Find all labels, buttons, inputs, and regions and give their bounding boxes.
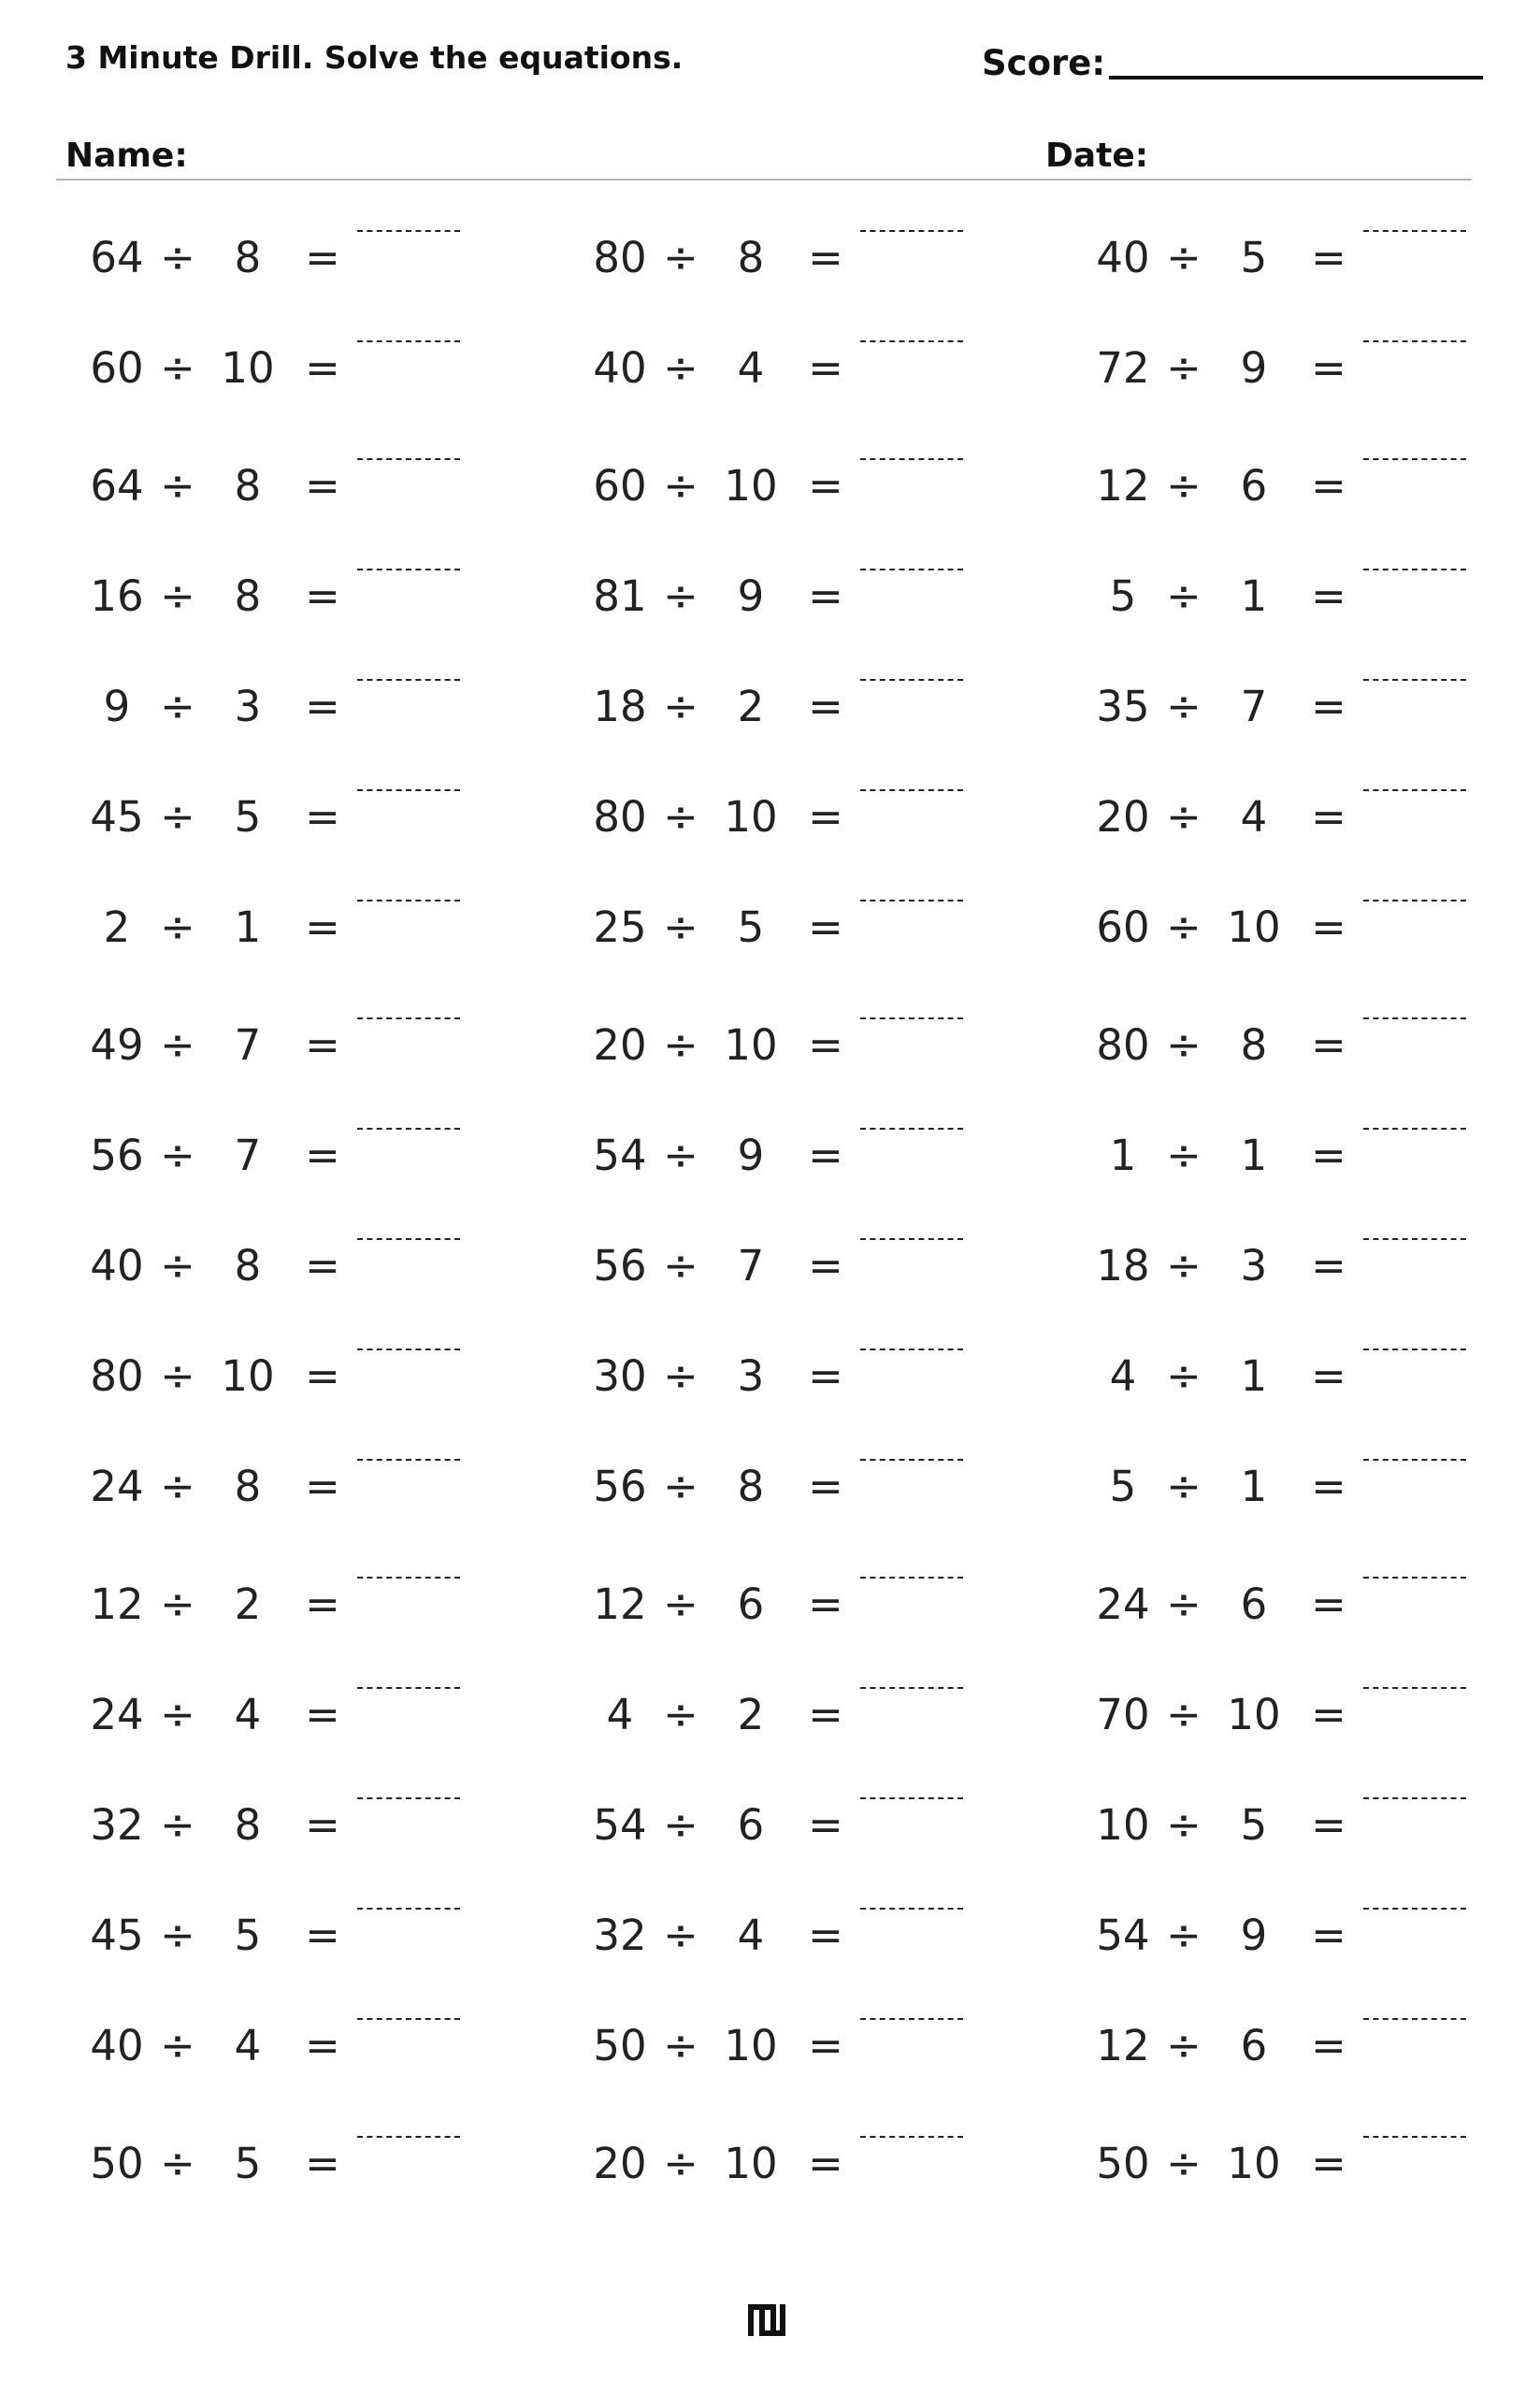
divisor: 10 (1227, 902, 1281, 952)
divisor: 8 (234, 233, 262, 282)
answer-blank[interactable] (1363, 458, 1466, 460)
equals-sign: = (808, 682, 843, 731)
equals-sign: = (1311, 1462, 1346, 1511)
equals-sign: = (1311, 2139, 1346, 2188)
divisor: 10 (724, 2139, 778, 2188)
dividend: 35 (1096, 682, 1150, 731)
answer-blank[interactable] (1363, 1459, 1466, 1461)
dividend: 40 (90, 2021, 144, 2070)
divisor: 9 (737, 571, 765, 621)
divisor: 5 (1240, 1800, 1268, 1850)
divisor: 8 (234, 461, 262, 511)
equals-sign: = (1311, 682, 1346, 731)
division-sign: ÷ (663, 571, 698, 621)
division-sign: ÷ (160, 461, 195, 511)
divisor: 2 (234, 1579, 262, 1629)
dividend: 40 (90, 1241, 144, 1291)
answer-blank[interactable] (357, 230, 460, 232)
division-sign: ÷ (663, 1131, 698, 1180)
divisor: 10 (1227, 2139, 1281, 2188)
dividend: 12 (593, 1579, 647, 1629)
division-sign: ÷ (160, 902, 195, 952)
equals-sign: = (808, 1462, 843, 1511)
dividend: 72 (1096, 343, 1150, 393)
equals-sign: = (305, 2021, 340, 2070)
dividend: 16 (90, 571, 144, 621)
division-sign: ÷ (1166, 461, 1202, 511)
division-sign: ÷ (663, 1690, 698, 1739)
equals-sign: = (808, 2021, 843, 2070)
division-sign: ÷ (1166, 1020, 1202, 1070)
division-sign: ÷ (663, 2021, 698, 2070)
division-sign: ÷ (663, 1579, 698, 1629)
equals-sign: = (808, 2139, 843, 2188)
divisor: 3 (737, 1351, 765, 1401)
dividend: 64 (90, 461, 144, 511)
answer-blank[interactable] (860, 679, 963, 681)
divisor: 4 (737, 343, 765, 393)
answer-blank[interactable] (1363, 569, 1466, 570)
dividend: 80 (593, 233, 647, 282)
equals-sign: = (1311, 343, 1346, 393)
divisor: 10 (1227, 1690, 1281, 1739)
dividend: 80 (593, 792, 647, 842)
dividend: 4 (1109, 1351, 1137, 1401)
answer-blank[interactable] (357, 1577, 460, 1579)
dividend: 45 (90, 792, 144, 842)
divisor: 7 (737, 1241, 765, 1291)
division-sign: ÷ (1166, 233, 1202, 282)
divisor: 1 (234, 902, 262, 952)
divisor: 8 (234, 1462, 262, 1511)
divisor: 1 (1240, 1462, 1268, 1511)
score-field (982, 43, 1483, 83)
divisor: 5 (234, 1911, 262, 1960)
answer-blank[interactable] (860, 1908, 963, 1910)
divisor: 10 (724, 1020, 778, 1070)
division-sign: ÷ (1166, 2021, 1202, 2070)
answer-blank[interactable] (357, 900, 460, 901)
divisor: 9 (1240, 343, 1268, 393)
answer-blank[interactable] (1363, 230, 1466, 232)
equals-sign: = (1311, 233, 1346, 282)
date-label: Date: (1045, 137, 1149, 175)
division-sign: ÷ (1166, 902, 1202, 952)
divisor: 10 (221, 1351, 275, 1401)
division-sign: ÷ (160, 792, 195, 842)
answer-blank[interactable] (860, 900, 963, 901)
equals-sign: = (305, 1020, 340, 1070)
dividend: 50 (90, 2139, 144, 2188)
score-label: Score: (982, 43, 1106, 83)
dividend: 40 (1096, 233, 1150, 282)
equals-sign: = (305, 1131, 340, 1180)
equals-sign: = (1311, 1579, 1346, 1629)
equals-sign: = (1311, 1351, 1346, 1401)
equals-sign: = (1311, 571, 1346, 621)
answer-blank[interactable] (1363, 2018, 1466, 2020)
answer-blank[interactable] (357, 1687, 460, 1689)
division-sign: ÷ (160, 1241, 195, 1291)
divisor: 8 (737, 233, 765, 282)
dividend: 10 (1096, 1800, 1150, 1850)
dividend: 40 (593, 343, 647, 393)
divisor: 6 (737, 1800, 765, 1850)
dividend: 54 (1096, 1911, 1150, 1960)
divisor: 8 (234, 571, 262, 621)
equals-sign: = (305, 343, 340, 393)
equals-sign: = (808, 571, 843, 621)
answer-blank[interactable] (860, 1687, 963, 1689)
dividend: 12 (1096, 461, 1150, 511)
divisor: 10 (221, 343, 275, 393)
division-sign: ÷ (160, 1579, 195, 1629)
dividend: 60 (90, 343, 144, 393)
divisor: 7 (234, 1020, 262, 1070)
divisor: 5 (1240, 233, 1268, 282)
dividend: 60 (593, 461, 647, 511)
equals-sign: = (1311, 1131, 1346, 1180)
dividend: 18 (1096, 1241, 1150, 1291)
division-sign: ÷ (1166, 682, 1202, 731)
dividend: 5 (1109, 1462, 1137, 1511)
dividend: 2 (103, 902, 131, 952)
divisor: 2 (737, 682, 765, 731)
equals-sign: = (305, 1800, 340, 1850)
division-sign: ÷ (663, 461, 698, 511)
equals-sign: = (808, 1911, 843, 1960)
division-sign: ÷ (663, 1911, 698, 1960)
dividend: 20 (593, 1020, 647, 1070)
divisor: 1 (1240, 1131, 1268, 1180)
equals-sign: = (305, 902, 340, 952)
divisor: 7 (234, 1131, 262, 1180)
divisor: 4 (234, 1690, 262, 1739)
division-sign: ÷ (160, 1800, 195, 1850)
answer-blank[interactable] (357, 1017, 460, 1019)
divisor: 5 (737, 902, 765, 952)
answer-blank[interactable] (357, 679, 460, 681)
answer-blank[interactable] (860, 340, 963, 342)
equals-sign: = (305, 1911, 340, 1960)
dividend: 5 (1109, 571, 1137, 621)
answer-blank[interactable] (357, 340, 460, 342)
worksheet-title: 3 Minute Drill. Solve the equations. (65, 39, 684, 76)
division-sign: ÷ (1166, 2139, 1202, 2188)
division-sign: ÷ (1166, 1351, 1202, 1401)
divisor: 7 (1240, 682, 1268, 731)
dividend: 64 (90, 233, 144, 282)
dividend: 32 (593, 1911, 647, 1960)
division-sign: ÷ (663, 343, 698, 393)
answer-blank[interactable] (860, 1128, 963, 1130)
equals-sign: = (808, 461, 843, 511)
divisor: 3 (234, 682, 262, 731)
answer-blank[interactable] (1363, 1908, 1466, 1910)
divisor: 4 (737, 1911, 765, 1960)
division-sign: ÷ (1166, 1241, 1202, 1291)
equals-sign: = (305, 682, 340, 731)
division-sign: ÷ (663, 2139, 698, 2188)
answer-blank[interactable] (1363, 679, 1466, 681)
equals-sign: = (305, 461, 340, 511)
dividend: 9 (103, 682, 131, 731)
division-sign: ÷ (663, 233, 698, 282)
equals-sign: = (305, 571, 340, 621)
answer-blank[interactable] (1363, 1577, 1466, 1579)
equals-sign: = (1311, 902, 1346, 952)
answer-blank[interactable] (357, 1797, 460, 1799)
answer-blank[interactable] (1363, 1687, 1466, 1689)
answer-blank[interactable] (1363, 789, 1466, 791)
dividend: 30 (593, 1351, 647, 1401)
answer-blank[interactable] (357, 1238, 460, 1240)
division-sign: ÷ (1166, 1462, 1202, 1511)
answer-blank[interactable] (860, 789, 963, 791)
division-sign: ÷ (1166, 1579, 1202, 1629)
brand-logo-icon (746, 2299, 787, 2340)
divisor: 9 (737, 1131, 765, 1180)
dividend: 50 (1096, 2139, 1150, 2188)
dividend: 70 (1096, 1690, 1150, 1739)
division-sign: ÷ (663, 1241, 698, 1291)
dividend: 54 (593, 1131, 647, 1180)
equals-sign: = (808, 792, 843, 842)
answer-blank[interactable] (1363, 1348, 1466, 1350)
dividend: 80 (90, 1351, 144, 1401)
dividend: 20 (1096, 792, 1150, 842)
dividend: 24 (90, 1462, 144, 1511)
answer-blank[interactable] (860, 1459, 963, 1461)
equals-sign: = (808, 1800, 843, 1850)
divisor: 10 (724, 2021, 778, 2070)
divisor: 2 (737, 1690, 765, 1739)
division-sign: ÷ (663, 1462, 698, 1511)
answer-blank[interactable] (357, 2136, 460, 2138)
answer-blank[interactable] (860, 230, 963, 232)
equals-sign: = (808, 1690, 843, 1739)
dividend: 25 (593, 902, 647, 952)
equals-sign: = (305, 2139, 340, 2188)
answer-blank[interactable] (1363, 1238, 1466, 1240)
answer-blank[interactable] (860, 1238, 963, 1240)
division-sign: ÷ (160, 1690, 195, 1739)
answer-blank[interactable] (860, 2136, 963, 2138)
answer-blank[interactable] (357, 1908, 460, 1910)
divisor: 6 (1240, 2021, 1268, 2070)
name-label: Name: (65, 137, 188, 175)
equals-sign: = (808, 343, 843, 393)
divisor: 8 (737, 1462, 765, 1511)
dividend: 12 (90, 1579, 144, 1629)
division-sign: ÷ (1166, 1911, 1202, 1960)
equals-sign: = (305, 1462, 340, 1511)
answer-blank[interactable] (357, 458, 460, 460)
division-sign: ÷ (663, 792, 698, 842)
division-sign: ÷ (1166, 1131, 1202, 1180)
equals-sign: = (808, 1579, 843, 1629)
division-sign: ÷ (160, 1462, 195, 1511)
answer-blank[interactable] (357, 1459, 460, 1461)
equals-sign: = (808, 1241, 843, 1291)
divisor: 3 (1240, 1241, 1268, 1291)
dividend: 50 (593, 2021, 647, 2070)
answer-blank[interactable] (860, 569, 963, 570)
divisor: 5 (234, 2139, 262, 2188)
dividend: 32 (90, 1800, 144, 1850)
divisor: 10 (724, 792, 778, 842)
dividend: 49 (90, 1020, 144, 1070)
division-sign: ÷ (160, 1911, 195, 1960)
dividend: 56 (593, 1462, 647, 1511)
division-sign: ÷ (160, 571, 195, 621)
answer-blank[interactable] (357, 2018, 460, 2020)
division-sign: ÷ (160, 2139, 195, 2188)
dividend: 60 (1096, 902, 1150, 952)
equals-sign: = (808, 902, 843, 952)
dividend: 56 (593, 1241, 647, 1291)
equals-sign: = (1311, 2021, 1346, 2070)
answer-blank[interactable] (860, 458, 963, 460)
equals-sign: = (305, 792, 340, 842)
equals-sign: = (305, 1241, 340, 1291)
division-sign: ÷ (160, 682, 195, 731)
divisor: 6 (737, 1579, 765, 1629)
equals-sign: = (808, 1351, 843, 1401)
dividend: 20 (593, 2139, 647, 2188)
equals-sign: = (808, 1131, 843, 1180)
answer-blank[interactable] (357, 789, 460, 791)
divisor: 5 (234, 792, 262, 842)
division-sign: ÷ (1166, 792, 1202, 842)
dividend: 1 (1109, 1131, 1137, 1180)
division-sign: ÷ (663, 902, 698, 952)
dividend: 56 (90, 1131, 144, 1180)
dividend: 80 (1096, 1020, 1150, 1070)
divisor: 8 (1240, 1020, 1268, 1070)
answer-blank[interactable] (860, 2018, 963, 2020)
division-sign: ÷ (160, 1351, 195, 1401)
answer-blank[interactable] (1363, 1128, 1466, 1130)
divisor: 4 (234, 2021, 262, 2070)
division-sign: ÷ (663, 1800, 698, 1850)
answer-blank[interactable] (357, 1348, 460, 1350)
answer-blank[interactable] (860, 1797, 963, 1799)
division-sign: ÷ (663, 682, 698, 731)
dividend: 24 (90, 1690, 144, 1739)
divisor: 10 (724, 461, 778, 511)
equals-sign: = (1311, 1690, 1346, 1739)
dividend: 24 (1096, 1579, 1150, 1629)
division-sign: ÷ (1166, 343, 1202, 393)
divisor: 8 (234, 1800, 262, 1850)
equals-sign: = (1311, 1241, 1346, 1291)
answer-blank[interactable] (860, 1348, 963, 1350)
answer-blank[interactable] (1363, 1797, 1466, 1799)
equals-sign: = (1311, 461, 1346, 511)
division-sign: ÷ (160, 1020, 195, 1070)
equals-sign: = (1311, 792, 1346, 842)
division-sign: ÷ (160, 2021, 195, 2070)
division-sign: ÷ (1166, 571, 1202, 621)
header-divider (56, 179, 1472, 180)
score-line (1109, 76, 1483, 79)
equals-sign: = (305, 1579, 340, 1629)
answer-blank[interactable] (1363, 900, 1466, 901)
dividend: 12 (1096, 2021, 1150, 2070)
divisor: 6 (1240, 461, 1268, 511)
division-sign: ÷ (160, 233, 195, 282)
divisor: 8 (234, 1241, 262, 1291)
equals-sign: = (305, 233, 340, 282)
equals-sign: = (1311, 1911, 1346, 1960)
divisor: 1 (1240, 571, 1268, 621)
answer-blank[interactable] (1363, 2136, 1466, 2138)
division-sign: ÷ (663, 1351, 698, 1401)
division-sign: ÷ (160, 343, 195, 393)
divisor: 6 (1240, 1579, 1268, 1629)
answer-blank[interactable] (1363, 340, 1466, 342)
division-sign: ÷ (1166, 1690, 1202, 1739)
answer-blank[interactable] (1363, 1017, 1466, 1019)
equals-sign: = (808, 233, 843, 282)
dividend: 18 (593, 682, 647, 731)
equals-sign: = (808, 1020, 843, 1070)
answer-blank[interactable] (860, 1017, 963, 1019)
divisor: 9 (1240, 1911, 1268, 1960)
answer-blank[interactable] (860, 1577, 963, 1579)
dividend: 54 (593, 1800, 647, 1850)
equals-sign: = (1311, 1800, 1346, 1850)
dividend: 45 (90, 1911, 144, 1960)
answer-blank[interactable] (357, 1128, 460, 1130)
equals-sign: = (305, 1690, 340, 1739)
equals-sign: = (1311, 1020, 1346, 1070)
dividend: 81 (593, 571, 647, 621)
answer-blank[interactable] (357, 569, 460, 570)
division-sign: ÷ (160, 1131, 195, 1180)
division-sign: ÷ (663, 1020, 698, 1070)
divisor: 4 (1240, 792, 1268, 842)
equals-sign: = (305, 1351, 340, 1401)
divisor: 1 (1240, 1351, 1268, 1401)
division-sign: ÷ (1166, 1800, 1202, 1850)
dividend: 4 (606, 1690, 634, 1739)
